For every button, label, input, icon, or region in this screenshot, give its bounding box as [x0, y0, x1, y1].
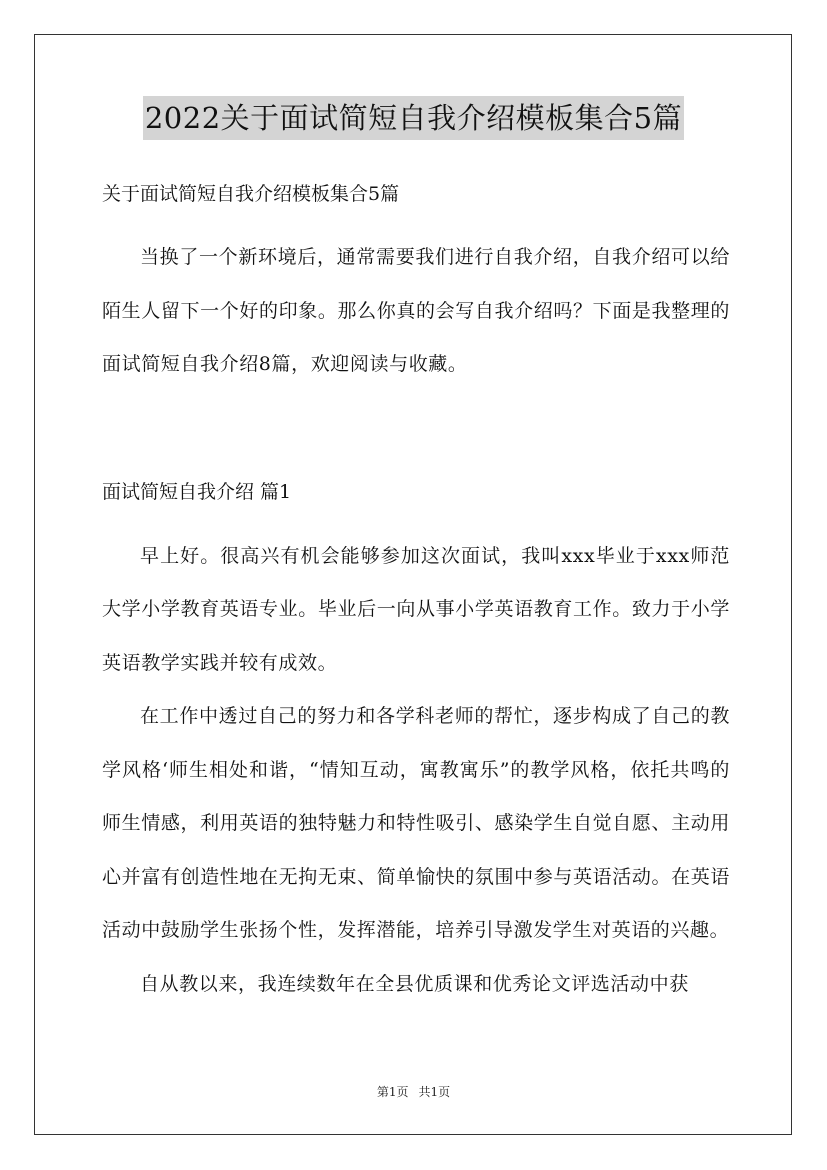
document-title: 2022关于面试简短自我介绍模板集合5篇 [143, 96, 684, 140]
spacer [102, 392, 730, 476]
document-body [102, 178, 730, 1011]
intro-paragraph: 当换了一个新环境后，通常需要我们进行自我介绍，自我介绍可以给陌生人留下一个好的印象。那么你真的会写自我介绍吗？下面是我整理的面试简短自我介绍8篇，欢迎阅读与收藏。 [102, 246, 730, 375]
document-subtitle: 关于面试简短自我介绍模板集合5篇 [102, 183, 400, 205]
page-footer [0, 1084, 827, 1100]
body-paragraph: 在工作中透过自己的努力和各学科老师的帮忙，逐步构成了自己的教学风格‘师生相处和谐，“情知互动，寓教寓乐”的教学风格，依托共鸣的师生情感，利用英语的独特魅力和特性吸引、感染学生自觉自愿、主动用心并富有创造性地在无拘无束、简单愉快的氛围中参与英语活动。在英语活动中鼓励学生张扬个性，发挥潜能，培养引导激发学生对英语的兴趣。 [102, 705, 730, 941]
spacer [102, 508, 730, 530]
page-number: 第1页 [376, 1085, 409, 1099]
page-total: 共1页 [418, 1085, 451, 1099]
body-paragraph: 自从教以来，我连续数年在全县优质课和优秀论文评选活动中获 [140, 972, 689, 995]
body-paragraph: 早上好。很高兴有机会能够参加这次面试，我叫xxx毕业于xxx师范大学小学教育英语专业。毕业后一向从事小学英语教育工作。致力于小学英语教学实践并较有成效。 [102, 544, 730, 674]
title-wrapper [0, 96, 827, 140]
spacer [102, 210, 730, 231]
section-heading: 面试简短自我介绍 篇1 [102, 480, 292, 503]
